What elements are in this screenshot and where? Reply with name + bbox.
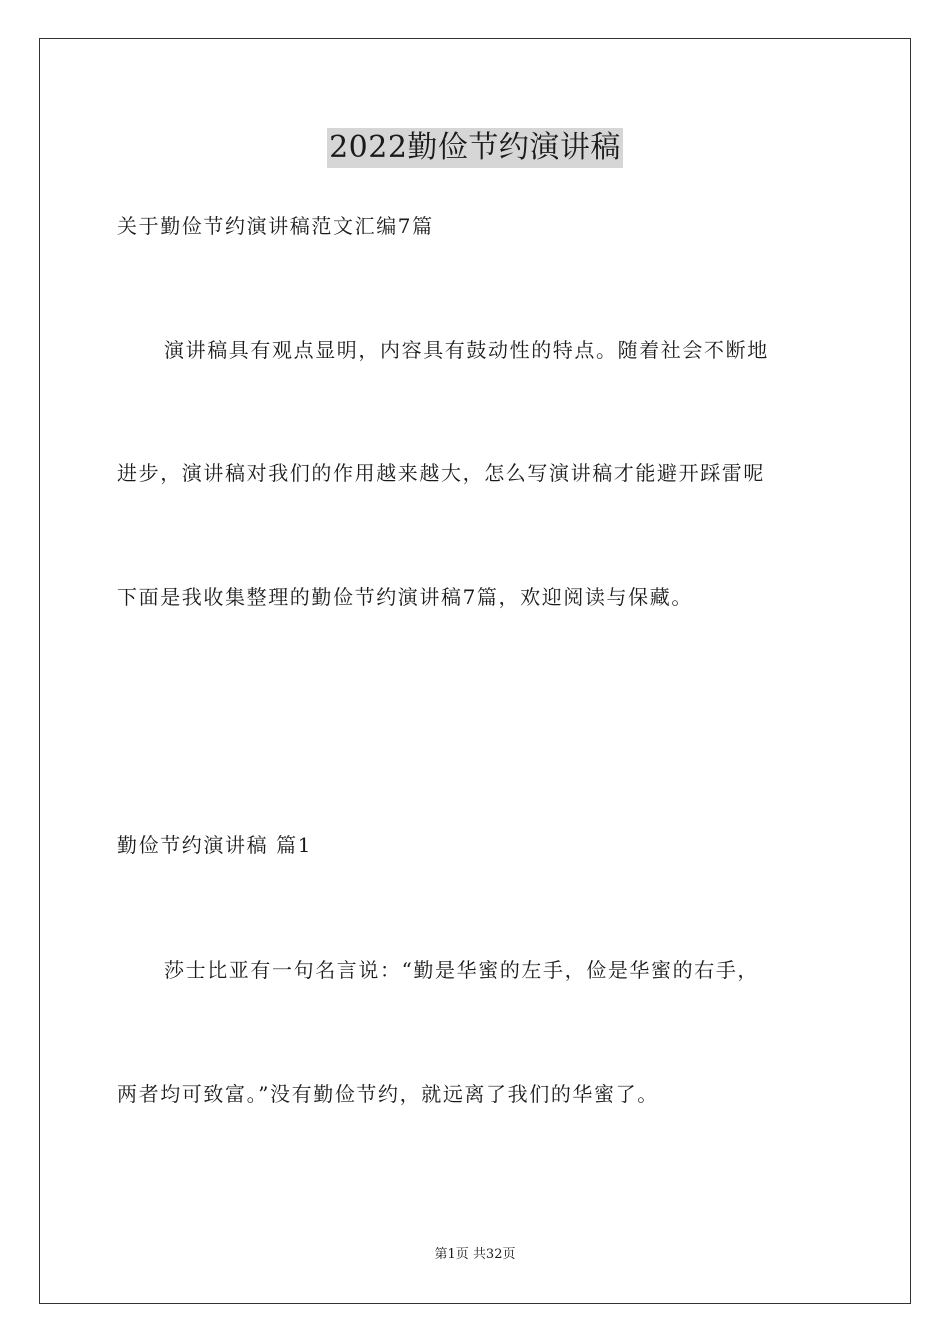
document-subtitle: 关于勤俭节约演讲稿范文汇编7篇: [117, 214, 434, 238]
section-line-2: 两者均可致富。”没有勤俭节约，就远离了我们的华蜜了。: [117, 1082, 659, 1106]
title-container: [0, 128, 950, 168]
section-line-1: 莎士比亚有一句名言说：“勤是华蜜的左手，俭是华蜜的右手，: [164, 958, 760, 982]
intro-line-3: 下面是我收集整理的勤俭节约演讲稿7篇，欢迎阅读与保藏。: [117, 585, 693, 609]
page-footer: 第1页 共32页: [434, 1247, 516, 1262]
section-heading: 勤俭节约演讲稿 篇1: [117, 833, 313, 857]
intro-line-2: 进步，演讲稿对我们的作用越来越大，怎么写演讲稿才能避开踩雷呢: [117, 461, 765, 485]
document-title: 2022勤俭节约演讲稿: [327, 128, 623, 168]
intro-line-1: 演讲稿具有观点显明，内容具有鼓动性的特点。随着社会不断地: [164, 338, 769, 362]
